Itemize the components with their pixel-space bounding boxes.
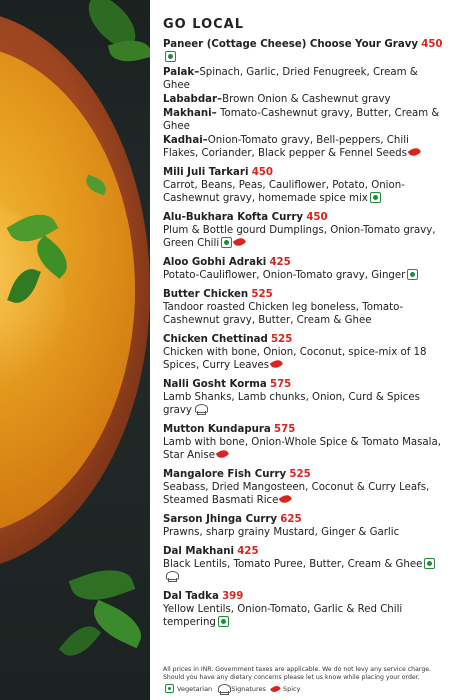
- item-price: 450: [251, 167, 273, 178]
- item-name: Butter Chicken: [163, 289, 249, 300]
- menu-item: [163, 256, 443, 282]
- menu-item: [163, 423, 443, 462]
- footer: [163, 666, 448, 693]
- veg-icon: [407, 269, 418, 280]
- chef-hat-icon: [165, 571, 178, 582]
- item-description: Tandoor roasted Chicken leg boneless, Tomato-Cashewnut gravy, Butter, Cream & Ghee: [163, 302, 404, 326]
- chef-hat-icon: [194, 404, 207, 415]
- menu-item: [163, 513, 443, 539]
- menu-item: [163, 590, 443, 629]
- section-heading: GO LOCAL: [163, 17, 245, 32]
- legend-vegetarian: Vegetarian: [177, 684, 213, 693]
- food-photo: [0, 0, 150, 700]
- menu-item: [163, 211, 443, 250]
- item-description: Prawns, sharp grainy Mustard, Ginger & Garlic: [163, 527, 400, 538]
- item-name: Aloo Gobhi Adraki: [163, 257, 267, 268]
- item-name: Nalli Gosht Korma: [163, 379, 267, 390]
- item-description: Lamb with bone, Onion-Whole Spice & Tomato Masala, Star Anise: [163, 437, 441, 461]
- item-price: 425: [269, 257, 291, 268]
- menu-item: [163, 288, 443, 327]
- item-price: 450: [306, 212, 328, 223]
- spicy-icon: [279, 493, 293, 506]
- menu-item-paneer: [163, 38, 443, 64]
- item-name: Mutton Kundapura: [163, 424, 271, 435]
- item-description: Carrot, Beans, Peas, Cauliflower, Potato, Onion-Cashewnut gravy, homemade spice mix: [163, 180, 405, 204]
- item-price: 399: [222, 591, 244, 602]
- spicy-icon: [270, 683, 281, 693]
- item-name: Paneer (Cottage Cheese) Choose Your Gravy: [163, 39, 418, 50]
- menu-item: [163, 468, 443, 507]
- veg-icon: [218, 616, 229, 627]
- item-description: Yellow Lentils, Onion-Tomato, Garlic & Red Chili tempering: [163, 604, 403, 628]
- item-price: 575: [270, 379, 292, 390]
- spicy-icon: [233, 236, 247, 249]
- coriander-leaf: [87, 600, 149, 649]
- item-price: 425: [237, 546, 259, 557]
- item-price: 525: [289, 469, 311, 480]
- gravy-option: Palak–Spinach, Garlic, Dried Fenugreek, Cream & Ghee: [163, 67, 418, 91]
- footer-note: All prices in INR. Government taxes are applicable. We do not levy any service charge. Should you have any dietary concerns please let us know while placing your order.: [163, 666, 432, 681]
- gravy-option: Kadhai–Onion-Tomato gravy, Bell-peppers, Chili Flakes, Coriander, Black pepper & Fennel Seeds: [163, 134, 443, 160]
- item-price: 525: [271, 334, 293, 345]
- veg-icon: [165, 51, 176, 62]
- legend-signatures: Signatures: [231, 684, 266, 693]
- item-name: Sarson Jhinga Curry: [163, 514, 278, 525]
- item-description: Seabass, Dried Mangosteen, Coconut & Curry Leafs, Steamed Basmati Rice: [163, 482, 430, 506]
- menu-items-list: [163, 166, 443, 629]
- veg-icon: [424, 558, 435, 569]
- menu-item: [163, 545, 443, 584]
- item-description: Potato-Cauliflower, Onion-Tomato gravy, Ginger: [163, 269, 443, 282]
- menu-item: [163, 333, 443, 372]
- veg-icon: [165, 684, 174, 693]
- chef-hat-icon: [217, 684, 228, 693]
- legend-spicy: Spicy: [282, 684, 301, 693]
- gravy-option: Lababdar–Brown Onion & Cashewnut gravy: [163, 94, 391, 105]
- veg-icon: [370, 192, 381, 203]
- item-name: Alu-Bukhara Kofta Curry: [163, 212, 304, 223]
- item-name: Mangalore Fish Curry: [163, 469, 287, 480]
- item-description: Chicken with bone, Onion, Coconut, spice-mix of 18 Spices, Curry Leaves: [163, 347, 427, 371]
- icon-legend: [163, 684, 448, 693]
- spicy-icon: [270, 358, 284, 371]
- item-name: Chicken Chettinad: [163, 334, 268, 345]
- menu-item: [163, 166, 443, 205]
- item-description: Black Lentils, Tomato Puree, Butter, Cream & Ghee: [163, 558, 443, 584]
- item-name: Mili Juli Tarkari: [163, 167, 249, 178]
- spicy-icon: [408, 146, 422, 159]
- gravy-option: Makhani– Tomato-Cashewnut gravy, Butter, Cream & Ghee: [163, 108, 440, 132]
- item-description: Plum & Bottle gourd Dumplings, Onion-Tomato gravy, Green Chili: [163, 225, 436, 249]
- menu-item: [163, 378, 443, 417]
- veg-icon: [221, 237, 232, 248]
- menu-section: [163, 17, 443, 635]
- item-price: 525: [251, 289, 273, 300]
- spicy-icon: [216, 448, 230, 461]
- item-price: 625: [280, 514, 302, 525]
- item-name: Dal Tadka: [163, 591, 219, 602]
- item-name: Dal Makhani: [163, 546, 235, 557]
- item-price: 575: [274, 424, 296, 435]
- item-description: Lamb Shanks, Lamb chunks, Onion, Curd & Spices gravy: [163, 392, 420, 416]
- item-price: 450: [421, 39, 443, 50]
- coriander-leaf: [59, 619, 102, 664]
